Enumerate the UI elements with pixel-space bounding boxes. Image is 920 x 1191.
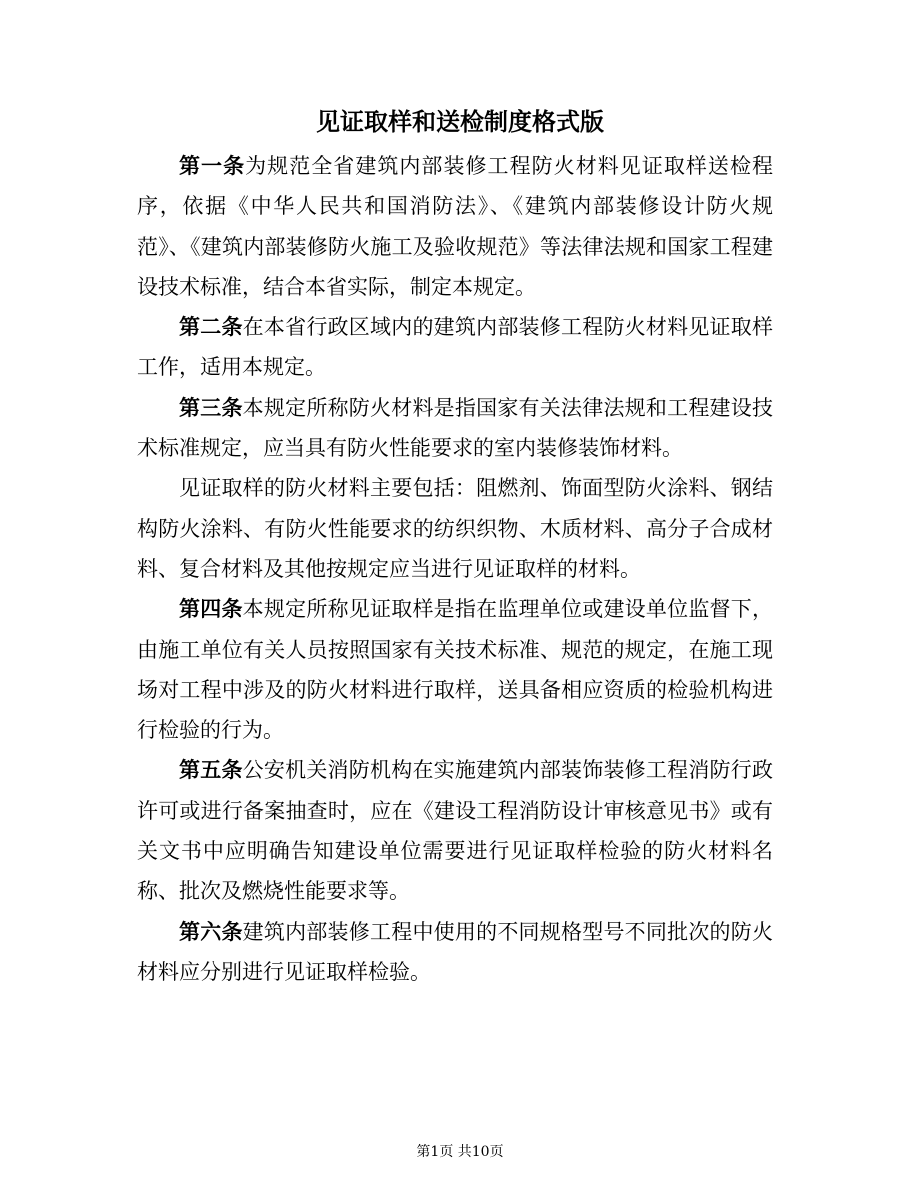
article-3-detail xyxy=(137,468,773,589)
document-title: 见证取样和送检制度格式版 xyxy=(316,107,604,136)
article-6 xyxy=(137,912,773,993)
article-4 xyxy=(137,589,773,750)
page-number-footer: 第1页 共10页 xyxy=(416,1144,504,1160)
article-text: 见证取样的防火材料主要包括：阻燃剂、饰面型防火涂料、钢结构防火涂料、有防火性能要求的纺织织物、木质材料、高分子合成材料、复合材料及其他按规定应当进行见证取样的材料。 xyxy=(137,476,773,581)
article-text: 本规定所称见证取样是指在监理单位或建设单位监督下，由施工单位有关人员按照国家有关技术标准、规范的规定，在施工现场对工程中涉及的防火材料进行取样，送具备相应资质的检验机构进行检验的行为。 xyxy=(137,597,774,743)
article-number: 第一条 xyxy=(179,153,246,178)
article-3 xyxy=(137,388,773,469)
document-body xyxy=(137,146,773,992)
article-text: 公安机关消防机构在实施建筑内部装饰装修工程消防行政许可或进行备案抽查时，应在《建设工程消防设计审核意见书》或有关文书中应明确告知建设单位需要进行见证取样检验的防火材料名称、批次及燃烧性能要求等。 xyxy=(137,758,774,904)
article-number: 第三条 xyxy=(179,394,243,420)
article-number: 第四条 xyxy=(179,596,243,622)
article-number: 第二条 xyxy=(179,314,243,340)
article-text: 在本省行政区域内的建筑内部装修工程防火材料见证取样工作，适用本规定。 xyxy=(137,315,774,380)
article-text: 为规范全省建筑内部装修工程防火材料见证取样送检程序，依据《中华人民共和国消防法》、《建筑内部装修设计防火规范》、《建筑内部装修防火施工及验收规范》等法律法规和国家工程建设技术标准，结合本省实际，制定本规定。 xyxy=(137,154,774,299)
article-2 xyxy=(137,307,773,388)
article-text: 建筑内部装修工程中使用的不同规格型号不同批次的防火材料应分别进行见证取样检验。 xyxy=(137,919,774,984)
article-text: 本规定所称防火材料是指国家有关法律法规和工程建设技术标准规定，应当具有防火性能要求的室内装修装饰材料。 xyxy=(137,395,774,461)
article-number: 第五条 xyxy=(179,757,243,783)
article-5 xyxy=(137,750,773,911)
article-1 xyxy=(137,146,773,307)
article-number: 第六条 xyxy=(179,918,243,944)
